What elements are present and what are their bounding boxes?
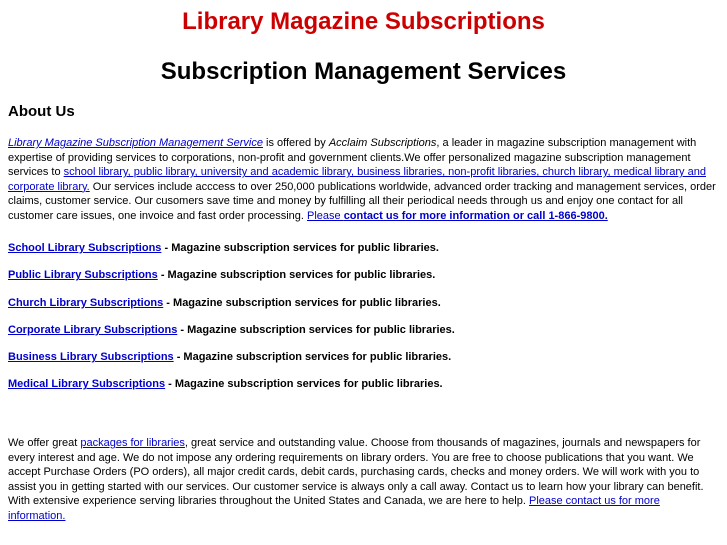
public-library-link[interactable]: Public Library Subscriptions (8, 269, 158, 282)
medical-library-link[interactable]: Medical Library Subscriptions (8, 378, 166, 391)
about-text-2: , a leader in magazine subscription management with expertise of providing services to corporations, non-profit and government clients.We offer personalized magazine subscription management services to (8, 137, 697, 179)
contact-link-bold: contact us for more information or call 1-866-9800. (343, 209, 608, 222)
list-item (8, 296, 455, 323)
about-paragraph (8, 136, 720, 224)
about-text-3: Our services include acccess to over 250,000 publications worldwide, advanced order tracking and management services, order claims, customer service. Our cusomers save time and money by fulfilling all their periodical needs through us and enjoy one contact for all customer care issues, one invoice and fast order processing. (8, 180, 716, 222)
list-item-desc: - Magazine subscription services for public libraries. (177, 323, 455, 336)
list-item (8, 377, 455, 404)
libraries-link[interactable]: school library, public library, university and academic library, business libraries, non-profit libraries, church library, medical library and corporate library. (8, 166, 706, 193)
list-item-desc: - Magazine subscription services for public libraries. (161, 242, 439, 254)
packages-link[interactable]: packages for libraries (80, 437, 185, 449)
about-text-1: is offered by (262, 137, 329, 149)
page-subtitle: Subscription Management Services (160, 58, 567, 85)
contact-link[interactable] (307, 210, 608, 222)
list-item (8, 323, 455, 350)
subscription-list (8, 241, 455, 405)
list-item-desc: - Magazine subscription services for public libraries. (163, 296, 441, 309)
corporate-library-link[interactable]: Corporate Library Subscriptions (8, 323, 178, 336)
footer-text-1: We offer great (8, 437, 81, 449)
footer-text-2: , great service and outstanding value. Choose from thousands of magazines, journals and newspapers for every interest and age. We do not impose any ordering requirements on library orders. You are free to choose publications that you want. We accept Purchase Orders (PO orders), all major credit cards, debit cards, purchasing cards, checks and money orders. We will work with you to assist you in getting started with our services. Our customer service is always only a call away. Contact us to learn how your library can benefit. With extensive experience serving libraries throughout the United States and Canada, we are here to help. (8, 437, 704, 508)
church-library-link[interactable]: Church Library Subscriptions (8, 296, 164, 309)
list-item (8, 350, 455, 377)
about-heading: About Us (8, 103, 75, 120)
footer-paragraph (8, 436, 720, 524)
school-library-link[interactable]: School Library Subscriptions (8, 242, 162, 254)
list-item (8, 268, 455, 295)
page-title: Library Magazine Subscriptions (182, 8, 545, 35)
business-library-link[interactable]: Business Library Subscriptions (8, 351, 174, 364)
service-link[interactable]: Library Magazine Subscription Management Service (8, 137, 263, 149)
list-item (8, 241, 455, 268)
list-item-desc: - Magazine subscription services for public libraries. (157, 269, 436, 282)
contact-link-prefix: Please (306, 209, 344, 222)
company-name: Acclaim Subscriptions (328, 137, 437, 149)
list-item-desc: - Magazine subscription services for public libraries. (165, 378, 443, 391)
footer-contact-link[interactable]: Please contact us for more information. (8, 495, 660, 522)
list-item-desc: - Magazine subscription services for public libraries. (173, 351, 452, 364)
